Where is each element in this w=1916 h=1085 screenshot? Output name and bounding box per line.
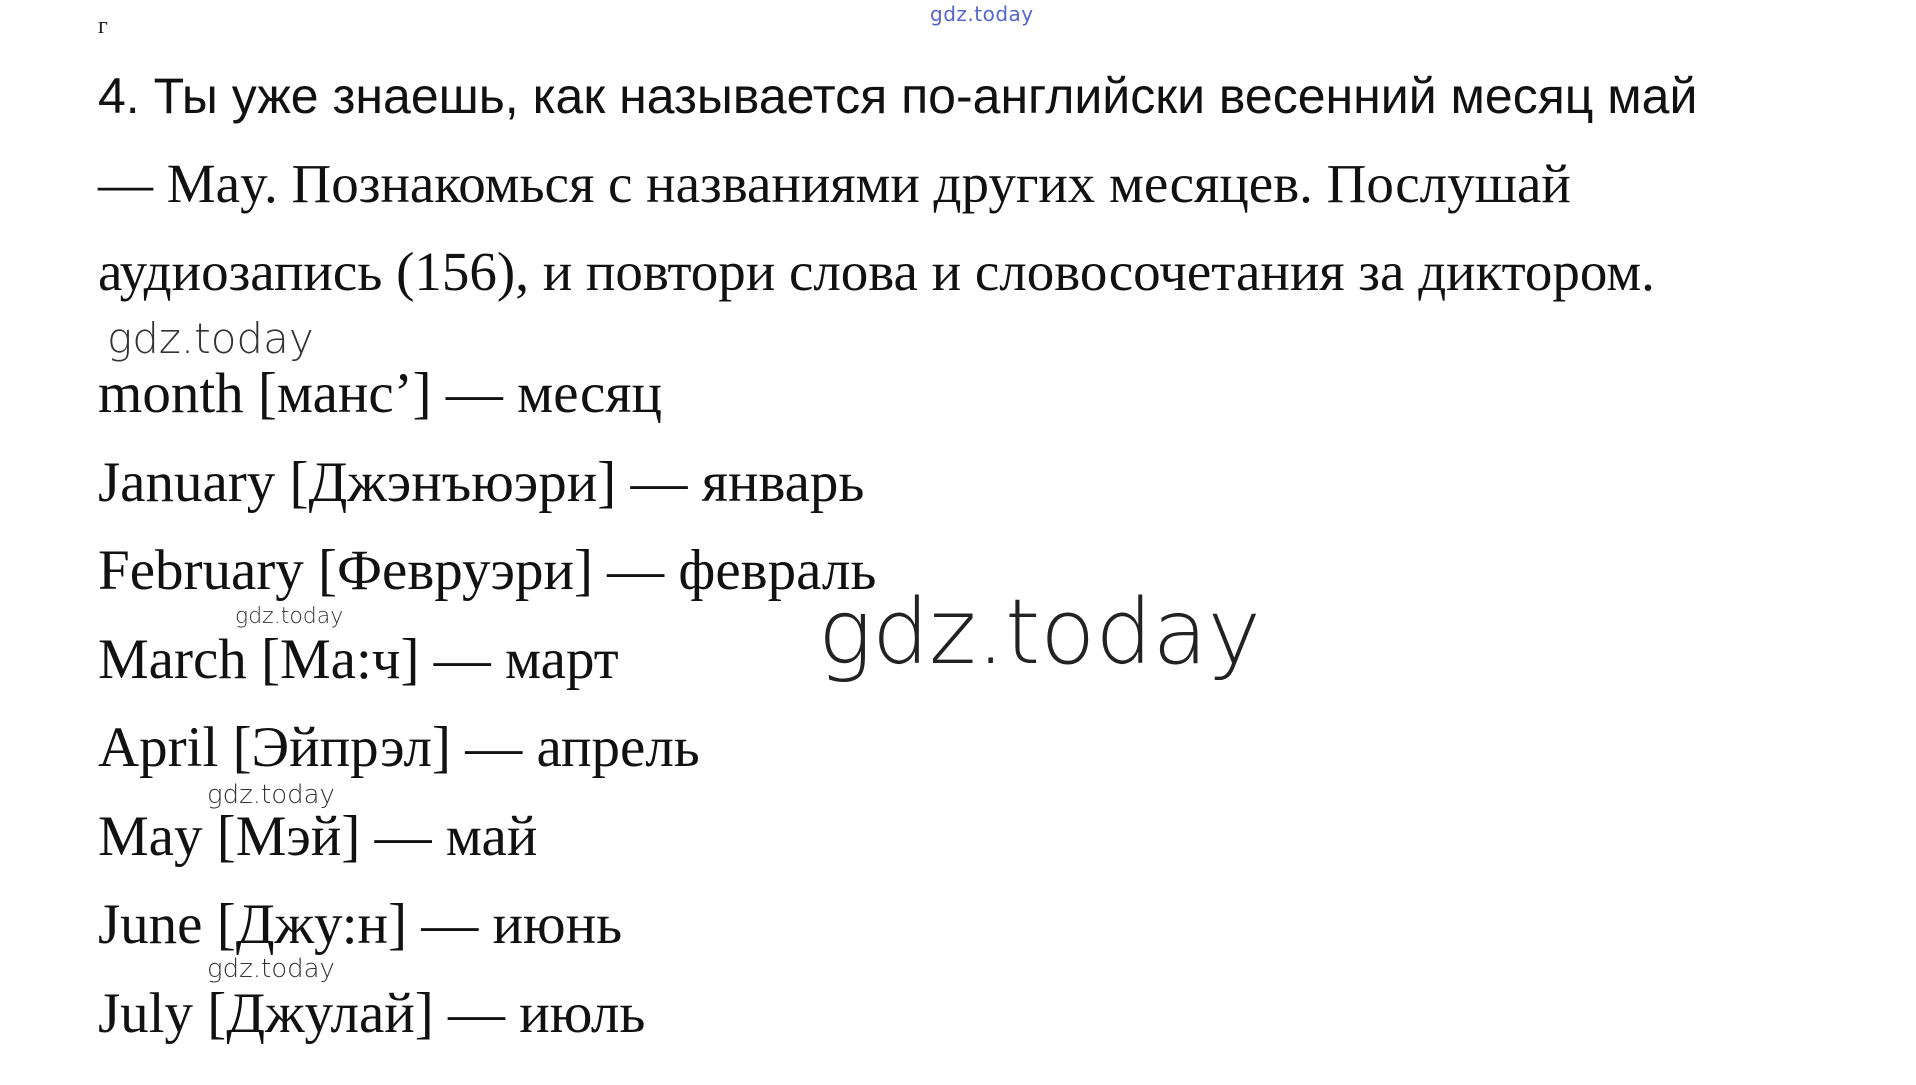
watermark: gdz.today: [107, 314, 314, 363]
header-watermark: gdz.today: [930, 2, 1034, 26]
task-line: аудиозапись (156), и повтори слова и словосочетания за диктором.: [98, 241, 1655, 302]
watermark: gdz.today: [207, 780, 335, 810]
vocabulary-item: January [Джэнъюэри] — январь: [98, 450, 865, 514]
vocabulary-item: February [Февруэри] — февраль: [98, 539, 877, 602]
vocabulary-item: April [Эйпрэл] — апрель: [98, 716, 700, 779]
vocabulary-item: June [Джу:н] — июнь: [98, 893, 623, 956]
vocabulary-list: [98, 350, 876, 1058]
vocabulary-item: May [Мэй] — май: [98, 804, 538, 868]
watermark: gdz.today: [207, 954, 335, 984]
task-text: [98, 52, 1858, 316]
vocabulary-item: month [манс’] — месяц: [98, 362, 662, 425]
task-line: 4. Ты уже знаешь, как называется по-английски весенний месяц май: [98, 68, 1698, 124]
page-fragment-mark: г: [98, 13, 108, 39]
vocabulary-item: July [Джулай] — июль: [98, 981, 646, 1045]
task-line: — May. Познакомься с названиями других месяцев. Послушай: [98, 153, 1571, 214]
watermark-large: gdz.today: [818, 580, 1261, 685]
vocabulary-item: March [Ма:ч] — март: [98, 627, 619, 691]
watermark: gdz.today: [235, 604, 344, 629]
